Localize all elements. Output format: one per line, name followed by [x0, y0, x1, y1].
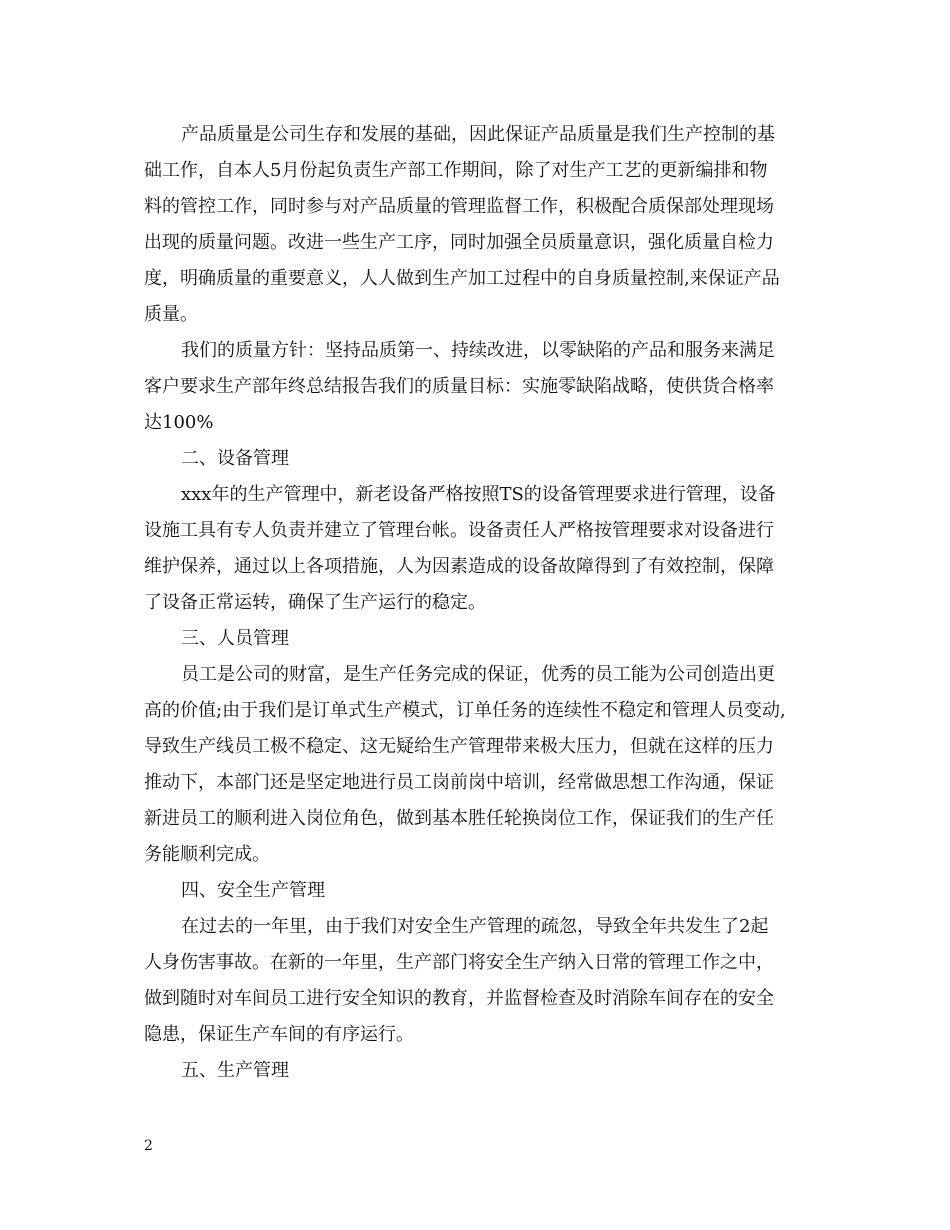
paragraph-quality-line: 度，明确质量的重要意义，人人做到生产加工过程中的自身质量控制,来保证产品: [144, 268, 780, 289]
paragraph-equipment-line: 维护保养，通过以上各项措施，人为因素造成的设备故障得到了有效控制，保障: [144, 556, 774, 577]
paragraph-policy-line: 达100%: [144, 412, 214, 433]
document-body: [144, 117, 816, 1089]
section-heading-safety: 四、安全生产管理: [181, 880, 325, 901]
section-heading-personnel: 三、人员管理: [181, 628, 289, 649]
paragraph-equipment-line: xxx年的生产管理中，新老设备严格按照TS的设备管理要求进行管理，设备: [181, 484, 776, 505]
paragraph-personnel-line: 新进员工的顺利进入岗位角色，做到基本胜任轮换岗位工作，保证我们的生产任: [144, 808, 774, 829]
paragraph-quality-line: 料的管控工作，同时参与对产品质量的管理监督工作，积极配合质保部处理现场: [144, 196, 774, 217]
page-number: 2: [144, 1138, 153, 1154]
paragraph-safety-line: 人身伤害事故。在新的一年里，生产部门将安全生产纳入日常的管理工作之中，: [144, 952, 774, 973]
paragraph-policy-line: 客户要求生产部年终总结报告我们的质量目标：实施零缺陷战略，使供货合格率: [144, 376, 774, 397]
paragraph-safety-line: 在过去的一年里，由于我们对安全生产管理的疏忽，导致全年共发生了2起: [181, 916, 769, 937]
paragraph-safety-line: 隐患，保证生产车间的有序运行。: [144, 1024, 414, 1045]
paragraph-personnel-line: 导致生产线员工极不稳定、这无疑给生产管理带来极大压力，但就在这样的压力: [144, 736, 774, 757]
paragraph-equipment-line: 了设备正常运转，确保了生产运行的稳定。: [144, 592, 486, 613]
paragraph-quality-line: 出现的质量问题。改进一些生产工序，同时加强全员质量意识，强化质量自检力: [144, 232, 774, 253]
paragraph-personnel-line: 务能顺利完成。: [144, 844, 270, 865]
paragraph-policy-line: 我们的质量方针：坚持品质第一、持续改进，以零缺陷的产品和服务来满足: [181, 340, 775, 361]
paragraph-personnel-line: 推动下，本部门还是坚定地进行员工岗前岗中培训，经常做思想工作沟通，保证: [144, 772, 774, 793]
paragraph-personnel-line: 高的价值;由于我们是订单式生产模式，订单任务的连续性不稳定和管理人员变动,: [144, 700, 786, 721]
section-heading-production: 五、生产管理: [181, 1060, 289, 1081]
paragraph-equipment-line: 设施工具有专人负责并建立了管理台帐。设备责任人严格按管理要求对设备进行: [144, 520, 774, 541]
paragraph-personnel-line: 员工是公司的财富，是生产任务完成的保证，优秀的员工能为公司创造出更: [181, 664, 775, 685]
paragraph-safety-line: 做到随时对车间员工进行安全知识的教育，并监督检查及时消除车间存在的安全: [144, 988, 774, 1009]
paragraph-quality-line: 础工作，自本人5月份起负责生产部工作期间，除了对生产工艺的更新编排和物: [144, 160, 768, 181]
paragraph-quality-line: 产品质量是公司生存和发展的基础，因此保证产品质量是我们生产控制的基: [181, 124, 775, 145]
section-heading-equipment: 二、设备管理: [181, 448, 289, 469]
paragraph-quality-line: 质量。: [144, 304, 198, 325]
